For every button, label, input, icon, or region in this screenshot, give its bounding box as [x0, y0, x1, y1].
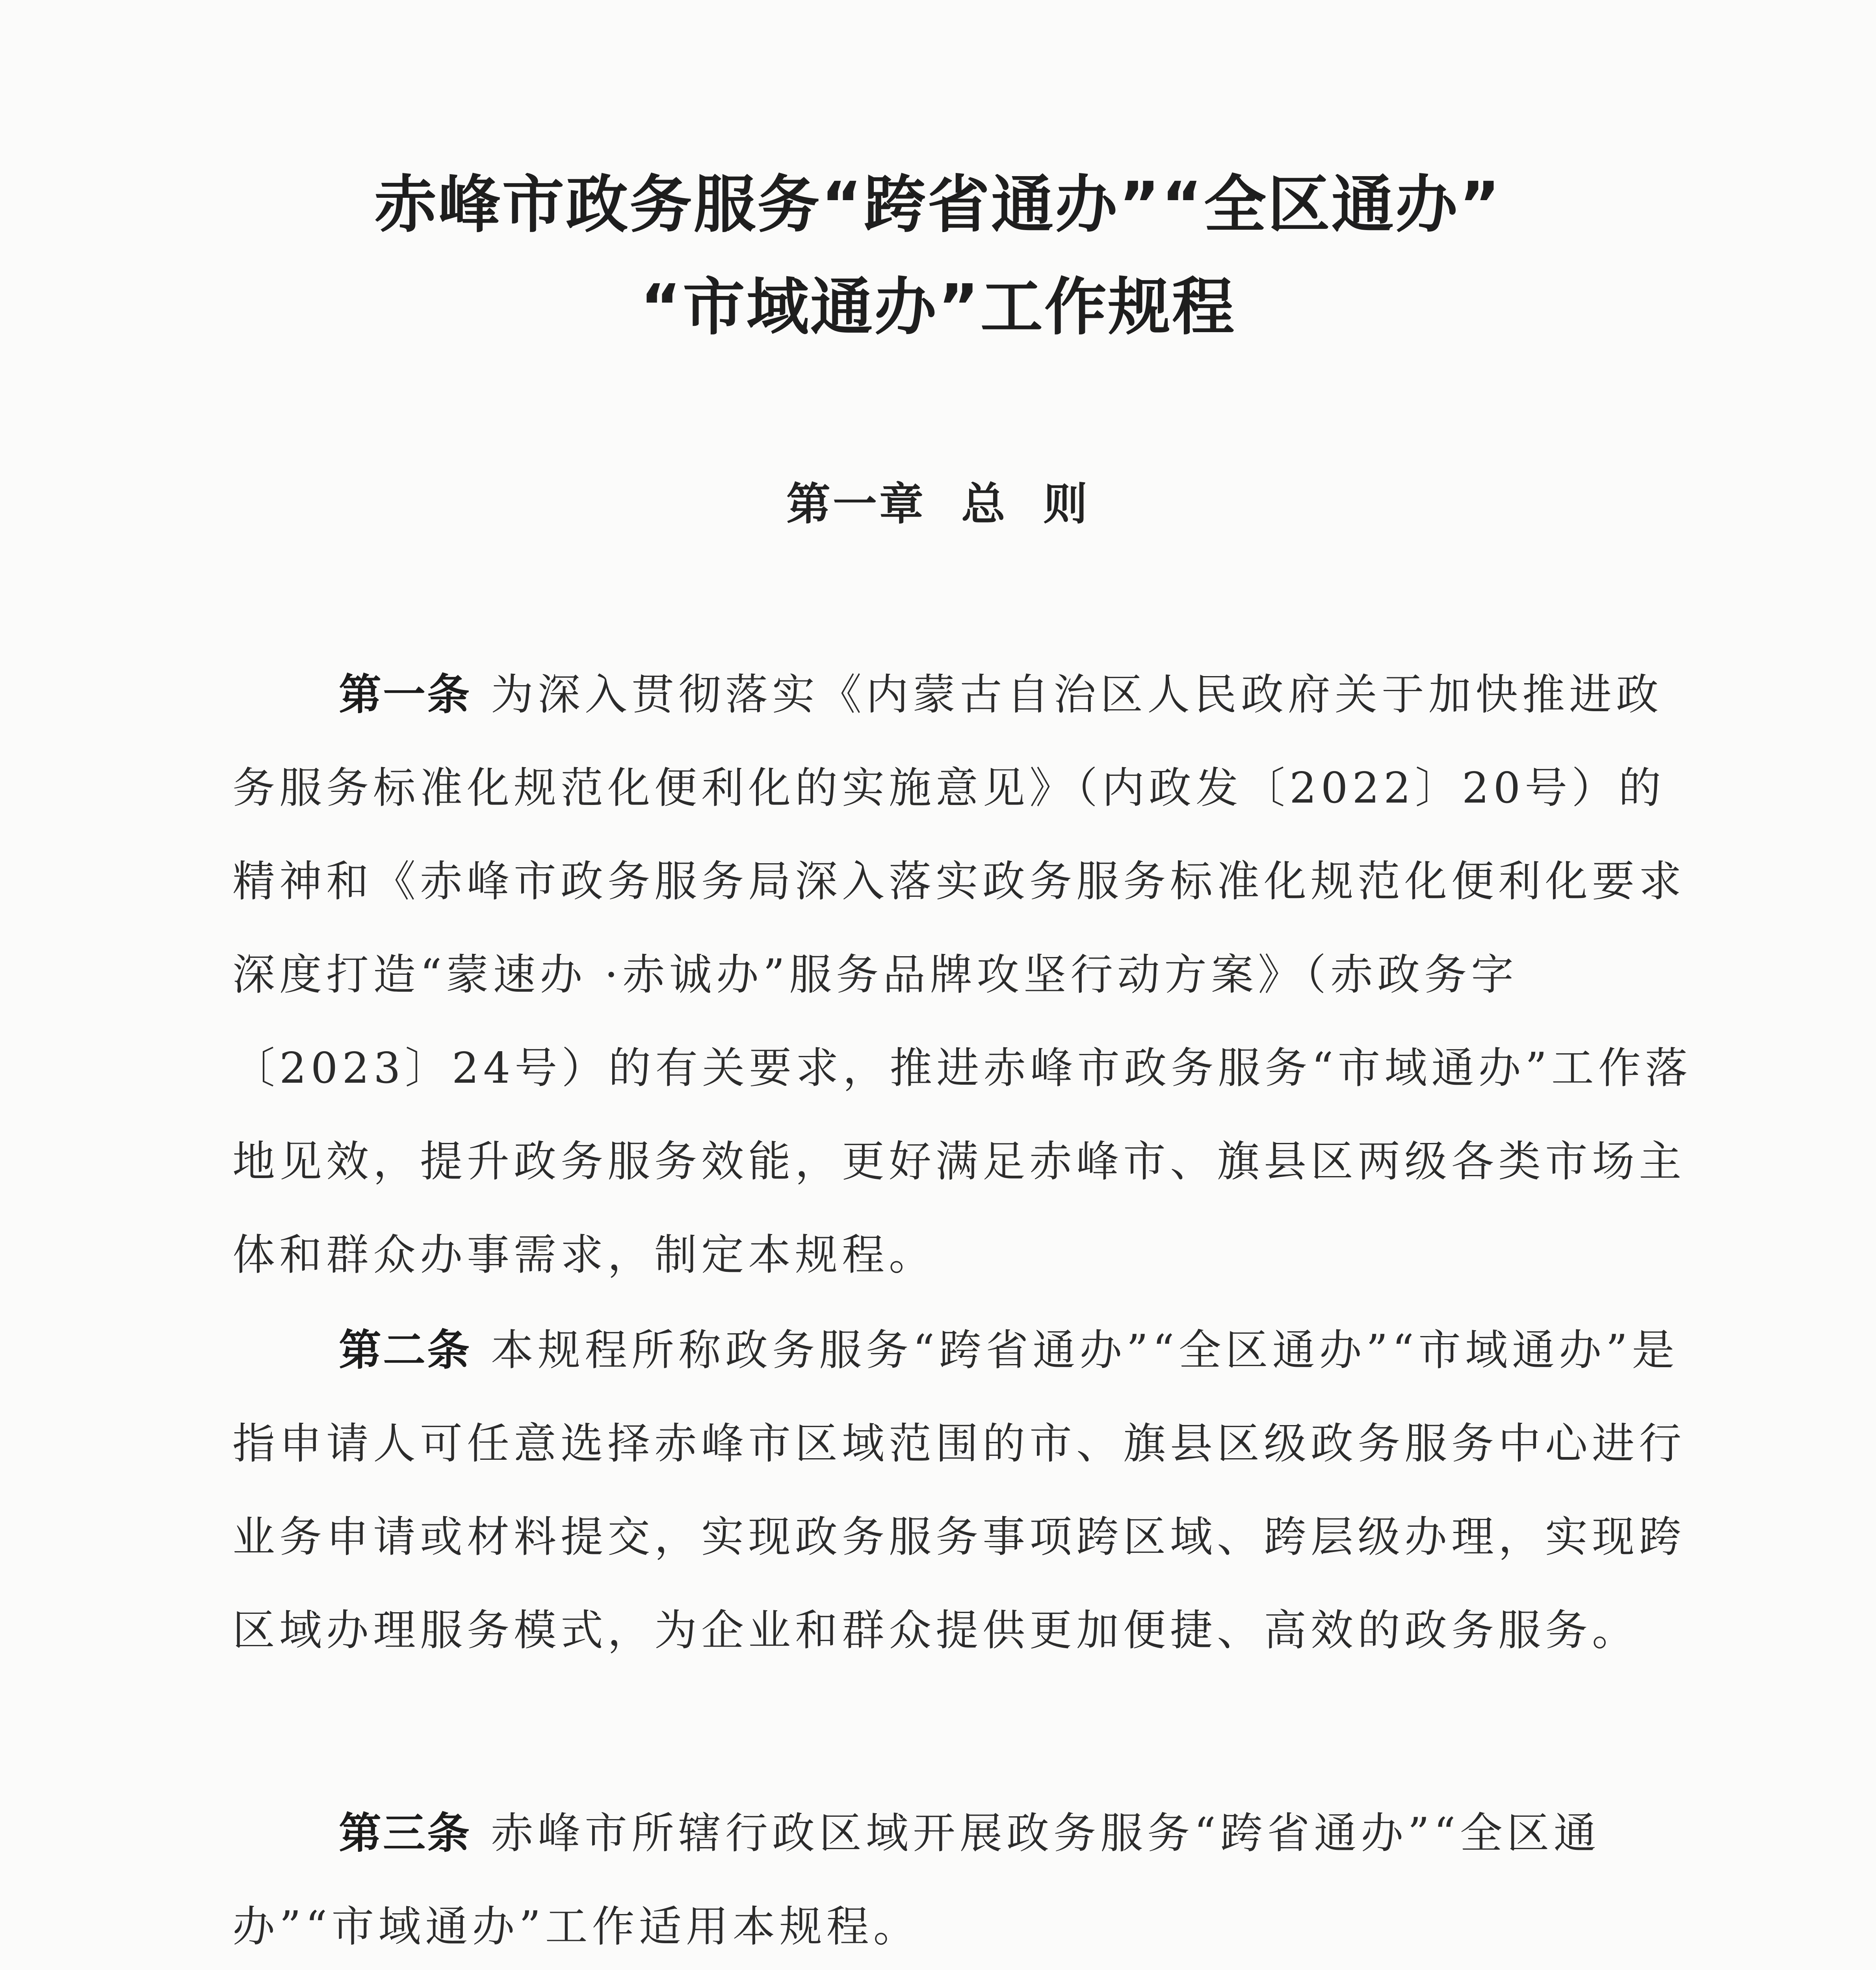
article-3-text: 赤峰市所辖行政区域开展政务服务“跨省通办”“全区通办”“市域通办”工作适用本规程。 [232, 1809, 1601, 1951]
article-3-label: 第三条 [339, 1809, 472, 1858]
article-1 [232, 648, 1698, 1302]
document-title-line-2: “市域通办”工作规程 [640, 271, 1236, 344]
document-title-line-1: 赤峰市政务服务“跨省通办”“全区通办” [374, 169, 1502, 241]
chapter-1-heading: 第一章 总 则 [786, 479, 1090, 530]
article-2-label: 第二条 [339, 1326, 472, 1375]
article-2 [232, 1304, 1698, 1677]
article-1-text: 为深入贯彻落实《内蒙古自治区人民政府关于加快推进政务服务标准化规范化便利化的实施意见》（内政发〔2022〕20号）的精神和《赤峰市政务服务局深入落实政务服务标准化规范化便利化要求深度打造“蒙速办 ·赤诚办”服务品牌攻坚行动方案》（赤政务字〔2023〕24号）的有关要求，推进赤峰市政务服务“市域通办”工作落地见效，提升政务服务效能，更好满足赤峰市、旗县区两级各类市场主体和群众办事需求，制定本规程。 [232, 670, 1692, 1280]
article-3 [232, 1787, 1698, 1970]
article-1-label: 第一条 [339, 670, 472, 719]
article-2-text: 本规程所称政务服务“跨省通办”“全区通办”“市域通办”是指申请人可任意选择赤峰市区域范围的市、旗县区级政务服务中心进行业务申请或材料提交，实现政务服务事项跨区域、跨层级办理，实现跨区域办理服务模式，为企业和群众提供更加便捷、高效的政务服务。 [232, 1326, 1686, 1655]
